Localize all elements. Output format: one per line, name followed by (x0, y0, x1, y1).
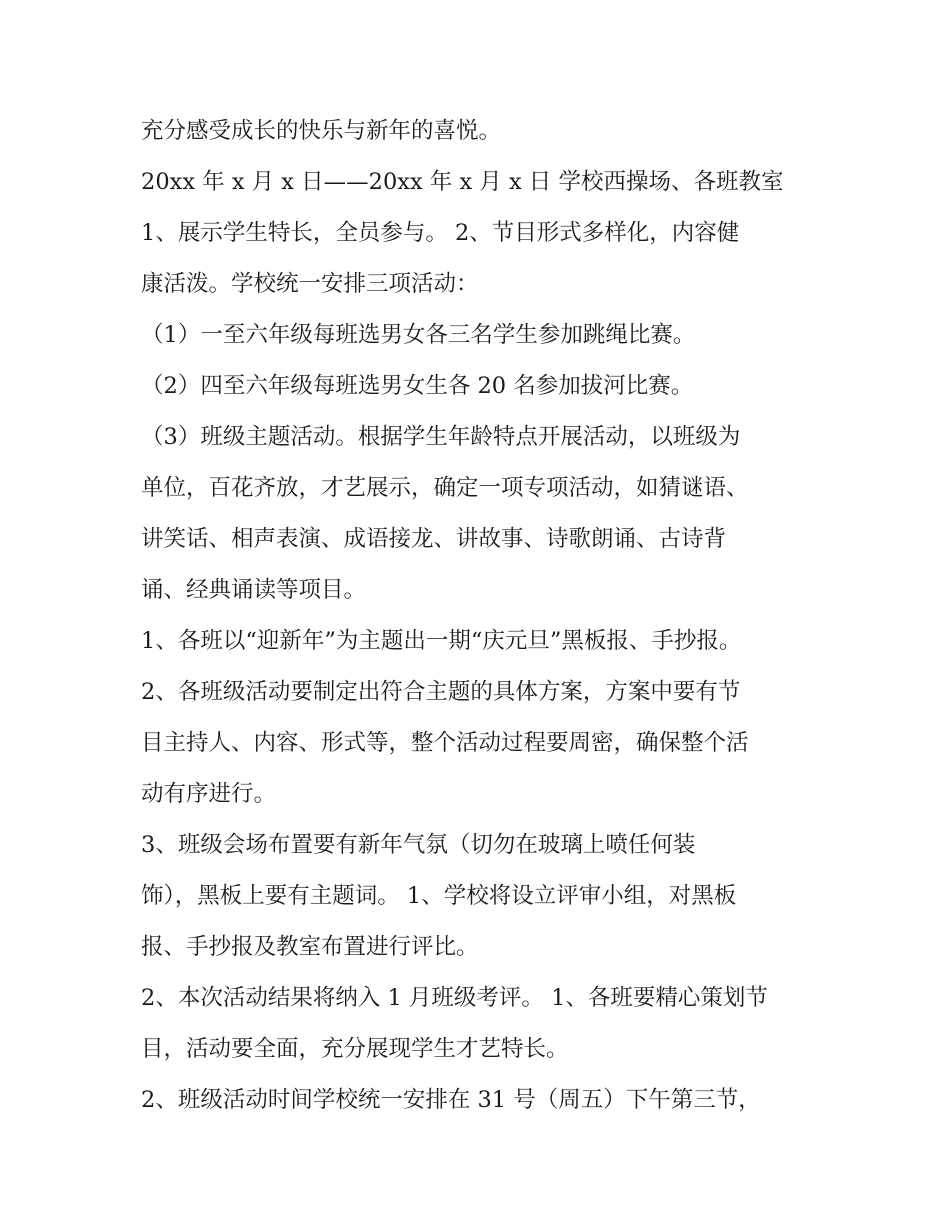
text-line: 诵、经典诵读等项目。 (141, 577, 367, 603)
text-line: 充分感受成长的快乐与新年的喜悦。 (141, 118, 502, 144)
text-line: 康活泼。学校统一安排三项活动： (141, 271, 479, 297)
text-line: （3）班级主题活动。根据学生年龄特点开展活动，以班级为 (141, 424, 741, 450)
text-line: 目，活动要全面，充分展现学生才艺特长。 (141, 1036, 569, 1062)
text-line: 20xx 年 x 月 x 日——20xx 年 x 月 x 日 学校西操场、各班教室 (141, 169, 784, 195)
text-line: 2、各班级活动要制定出符合主题的具体方案，方案中要有节 (141, 679, 741, 705)
text-line: 饰），黑板上要有主题词。 1、学校将设立评审小组，对黑板 (141, 883, 737, 909)
text-line: 2、本次活动结果将纳入 1 月班级考评。 1、各班要精心策划节 (141, 985, 768, 1011)
text-line: 1、各班以“迎新年”为主题出一期“庆元旦”黑板报、手抄报。 (141, 628, 742, 654)
text-line: （2）四至六年级每班选男女生各 20 名参加拔河比赛。 (141, 373, 694, 399)
text-line: 单位，百花齐放，才艺展示，确定一项专项活动，如猜谜语、 (141, 475, 749, 501)
text-line: 动有序进行。 (141, 781, 277, 807)
text-line: （1）一至六年级每班选男女各三名学生参加跳绳比赛。 (141, 322, 696, 348)
text-line: 2、班级活动时间学校统一安排在 31 号（周五）下午第三节， (141, 1087, 761, 1113)
text-line: 目主持人、内容、形式等，整个活动过程要周密，确保整个活 (141, 730, 749, 756)
text-line: 讲笑话、相声表演、成语接龙、讲故事、诗歌朗诵、古诗背 (141, 526, 727, 552)
text-line: 1、展示学生特长，全员参与。 2、节目形式多样化，内容健 (141, 220, 740, 246)
text-line: 报、手抄报及教室布置进行评比。 (141, 934, 479, 960)
document-body (141, 106, 831, 1126)
text-line: 3、班级会场布置要有新年气氛（切勿在玻璃上喷任何装 (141, 832, 696, 858)
